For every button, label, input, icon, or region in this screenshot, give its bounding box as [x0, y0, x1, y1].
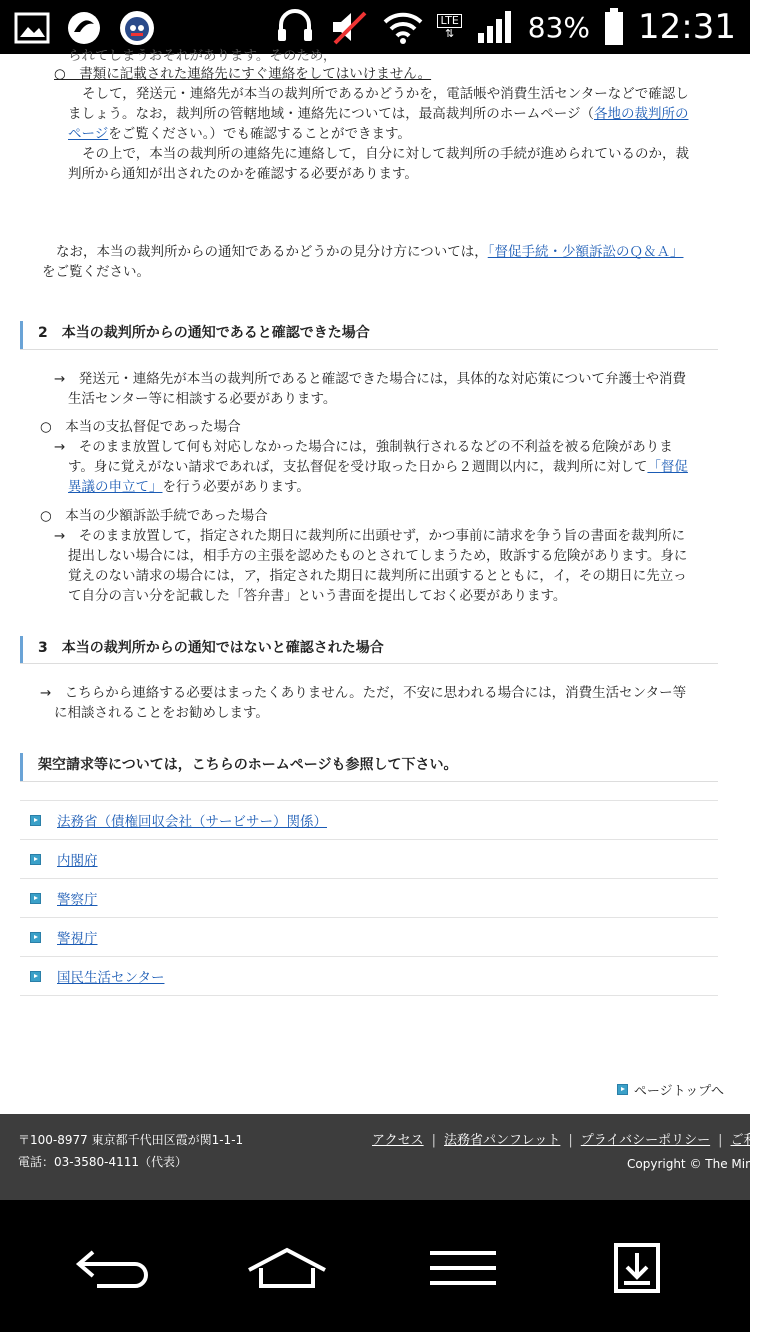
home-icon — [245, 1246, 329, 1290]
list-item[interactable] — [20, 801, 718, 840]
wifi-icon — [383, 10, 423, 44]
section3-body: → こちらから連絡する必要はまったくありません。ただ，不安に思われる場合には，消費生活センター等 に相談されることをお勧めします。 — [40, 685, 687, 721]
mute-icon — [329, 7, 369, 47]
contact-paragraph: その上で，本当の裁判所の連絡先に連絡して，自分に対して裁判所の手続が進められているのか，裁 判所から通知が出されたのかを確認する必要があります。 — [68, 146, 689, 182]
moj-servicer-link[interactable]: 法務省（債権回収会社（サービサー）関係） — [57, 814, 327, 830]
divider — [20, 663, 718, 664]
lte-indicator — [437, 14, 461, 40]
list-item[interactable] — [20, 918, 718, 957]
app-icon — [66, 10, 102, 46]
arrow-bullet-icon — [30, 971, 41, 982]
headset-icon — [275, 7, 315, 47]
cut-off-line: られてしまうおそれがあります。そのため， — [68, 48, 337, 64]
list-item[interactable] — [20, 840, 718, 879]
separator: | — [718, 1133, 723, 1148]
back-button[interactable] — [68, 1238, 158, 1298]
footer-tel: 電話：03-3580-4111（代表） — [18, 1155, 188, 1169]
footer-link-terms[interactable]: ご利 — [730, 1133, 757, 1148]
page-top-label: ページトップへ — [633, 1084, 724, 1099]
gallery-icon — [14, 11, 50, 45]
confirm-paragraph: そして，発送元・連絡先が本当の裁判所であるかどうかを，電話帳や消費生活センターなどで確認し ましょう。なお，裁判所の管轄地域・連絡先については，最高裁判所のホームページ（各地の裁判所の ページをご覧ください。）でも確認することができます。 — [68, 86, 689, 142]
clock: 12:31 — [638, 7, 736, 47]
qa-link[interactable]: 「督促手続・少額訴訟のＱ＆Ａ」 — [487, 244, 684, 260]
menu-icon — [428, 1249, 498, 1287]
footer-links — [372, 1129, 757, 1148]
related-sites-heading: 架空請求等については，こちらのホームページも参照して下さい。 — [20, 753, 718, 781]
court-pages-link-cont[interactable]: ページ — [68, 126, 109, 142]
notification-icons — [14, 9, 156, 47]
arrow-bullet-icon — [30, 893, 41, 904]
case-small-claims: ○ 本当の少額訴訟手続であった場合 → そのまま放置して，指定された期日に裁判所に出頭せず，かつ事前に請求を争う旨の書面を裁判所に 提出しない場合には，相手方の主張を認めたものとされてしまうため，敗訴する危険があります。身に 覚えのない請求の場合には，ア，指定された期日に裁判所に出頭するとともに，イ，その期日に先立っ て自分の言い分を記載した「答弁書」という書面を提出しておく必要があります。 — [40, 508, 688, 604]
list-item[interactable] — [20, 879, 718, 918]
data-arrows-icon: ⇅ — [445, 27, 455, 40]
footer-link-privacy[interactable]: プライバシーポリシー — [580, 1133, 711, 1148]
list-item[interactable] — [20, 957, 718, 996]
section2-intro: → 発送元・連絡先が本当の裁判所であると確認できた場合には，具体的な対応策について弁護士や消費 生活センター等に相談する必要があります。 — [54, 371, 687, 407]
divider — [20, 781, 718, 782]
copyright: Copyright © The Minis — [627, 1157, 762, 1171]
notification-panel-button[interactable] — [592, 1238, 682, 1298]
footer-address: 〒100-8977 東京都千代田区霞が関1-1-1 — [18, 1133, 244, 1147]
navigation-bar — [0, 1200, 750, 1332]
page-content — [0, 48, 750, 1114]
footer-link-pamphlet[interactable]: 法務省パンフレット — [444, 1133, 561, 1148]
home-button[interactable] — [242, 1238, 332, 1298]
objection-link-cont[interactable]: 異議の申立て」 — [68, 479, 163, 495]
divider — [20, 349, 718, 350]
mascot-icon — [118, 9, 156, 47]
site-footer — [0, 1114, 762, 1200]
section-heading-3: 3 本当の裁判所からの通知ではないと確認された場合 — [20, 636, 718, 664]
note-paragraph: なお，本当の裁判所からの通知であるかどうかの見分け方については，「督促手続・少額訴訟のＱ＆Ａ」 をご覧ください。 — [42, 244, 684, 280]
arrow-bullet-icon — [30, 815, 41, 826]
back-icon — [73, 1246, 153, 1290]
separator: | — [568, 1133, 573, 1148]
battery-icon — [604, 8, 624, 46]
consumer-center-link[interactable]: 国民生活センター — [57, 970, 165, 986]
npa-link[interactable]: 警察庁 — [57, 892, 98, 908]
signal-icon — [476, 9, 514, 45]
arrow-bullet-icon — [30, 854, 41, 865]
battery-percent: 83% — [527, 10, 591, 44]
warning-line: ○ 書類に記載された連絡先にすぐ連絡をしてはいけません。 — [54, 66, 432, 82]
arrow-bullet-icon — [30, 932, 41, 943]
section-heading-2: 2 本当の裁判所からの通知であると確認できた場合 — [20, 321, 718, 349]
case-payment-order: ○ 本当の支払督促であった場合 → そのまま放置して何も対応しなかった場合には，強制執行されるなどの不利益を被る危険がありま す。身に覚えがない請求であれば，支払督促を受け取った日から２週間以内に，裁判所に対して「督促 異議の申立て」を行う必要があります。 — [40, 419, 688, 495]
arrow-bullet-icon — [617, 1084, 628, 1095]
cabinet-office-link[interactable]: 内閣府 — [57, 853, 98, 869]
court-pages-link[interactable]: 各地の裁判所の — [593, 106, 689, 122]
lte-label: LTE — [437, 14, 461, 28]
page-top-link[interactable] — [617, 1080, 724, 1099]
menu-button[interactable] — [418, 1238, 508, 1298]
tray-down-icon — [612, 1241, 662, 1295]
objection-link[interactable]: 「督促 — [647, 459, 688, 475]
separator: | — [431, 1133, 437, 1148]
mpd-link[interactable]: 警視庁 — [57, 931, 98, 947]
footer-link-access[interactable]: アクセス — [372, 1133, 424, 1148]
